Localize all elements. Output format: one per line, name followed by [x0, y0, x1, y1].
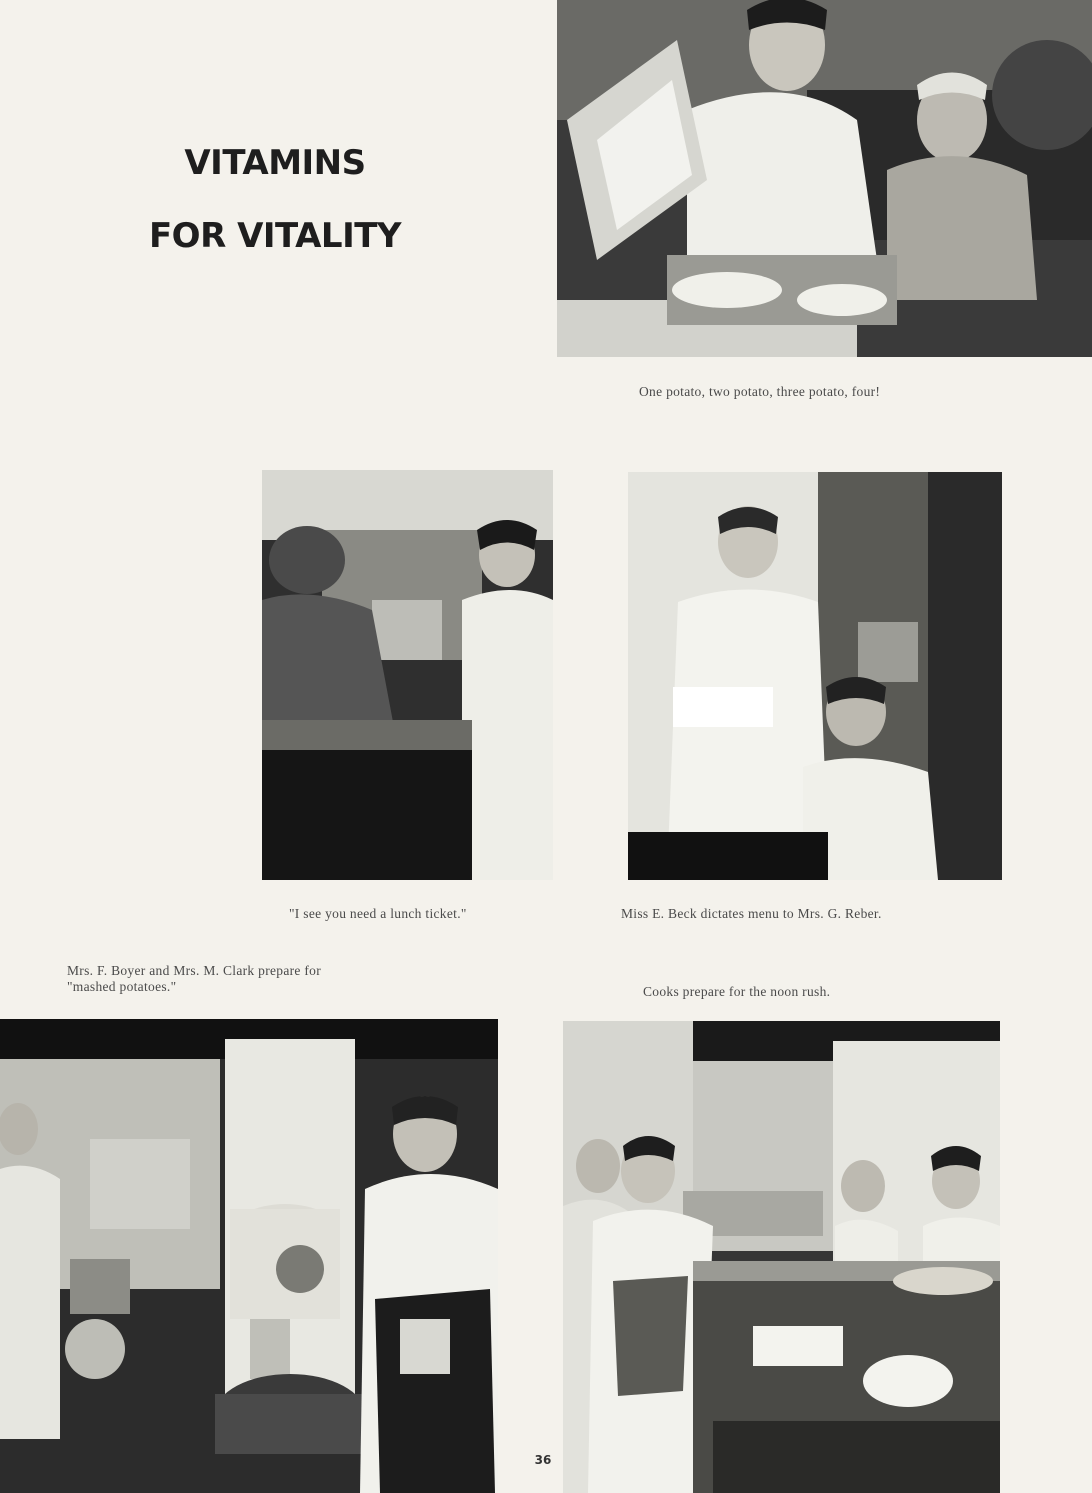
page-heading-line2: FOR VITALITY [148, 216, 402, 256]
photo-lunch-ticket [262, 470, 553, 880]
caption-mashed-line1: Mrs. F. Boyer and Mrs. M. Clark prepare for [67, 963, 322, 978]
caption-potatoes: One potato, two potato, three potato, four! [639, 384, 881, 399]
photo-noon-rush-drawing [563, 1021, 1000, 1493]
photo-noon-rush [563, 1021, 1000, 1493]
page-number: 36 [534, 1453, 552, 1467]
caption-mashed-line2: "mashed potatoes." [67, 979, 177, 994]
photo-menu-dictation [628, 472, 1002, 880]
photo-lunch-ticket-drawing [262, 470, 553, 880]
photo-mashed-potatoes [0, 1019, 498, 1493]
caption-noon-rush: Cooks prepare for the noon rush. [643, 984, 831, 999]
caption-menu: Miss E. Beck dictates menu to Mrs. G. Reber. [621, 906, 882, 921]
caption-lunch-ticket: "I see you need a lunch ticket." [289, 906, 467, 921]
photo-mashed-potatoes-drawing [0, 1019, 498, 1493]
page-heading-line1: VITAMINS [184, 143, 366, 183]
photo-potatoes-drawing [557, 0, 1092, 357]
photo-potatoes [557, 0, 1092, 357]
photo-menu-dictation-drawing [628, 472, 1002, 880]
